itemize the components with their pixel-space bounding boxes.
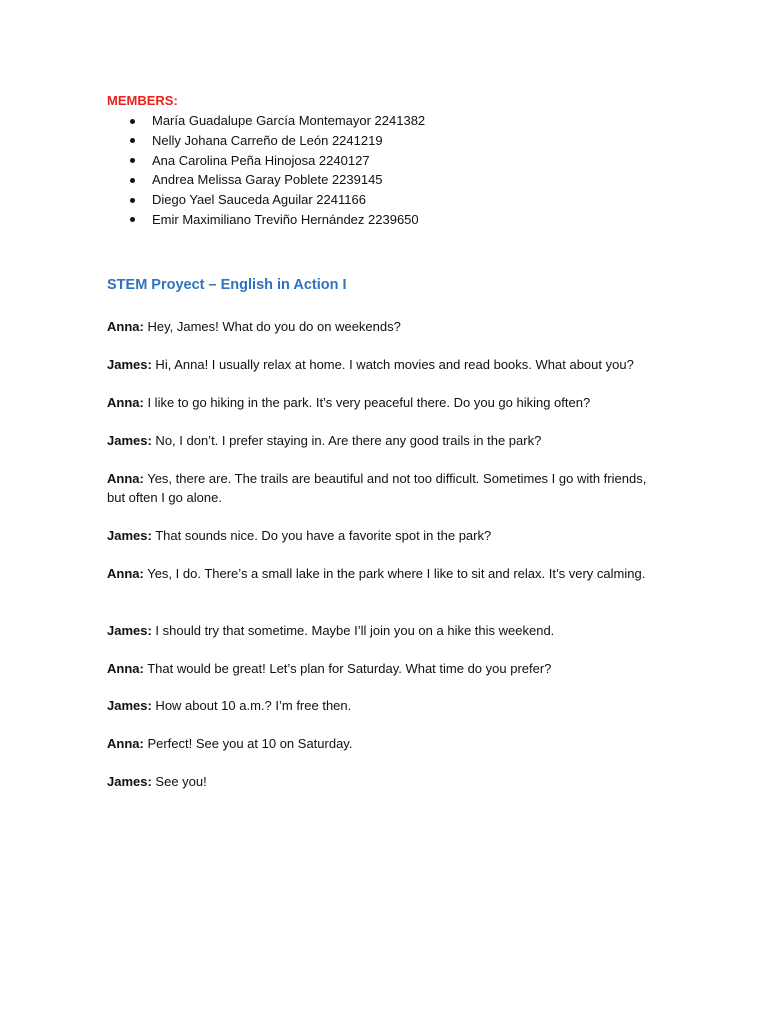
member-name: María Guadalupe García Montemayor 2241382	[152, 113, 426, 128]
speaker-name: James:	[107, 774, 152, 789]
dialogue-text: That would be great! Let’s plan for Saturday. What time do you prefer?	[143, 661, 552, 676]
speaker-name: James:	[107, 357, 152, 372]
dialogue-line	[107, 526, 667, 545]
dialogue-line	[107, 393, 667, 412]
dialogue-text: Perfect! See you at 10 on Saturday.	[143, 736, 353, 751]
dialogue-line	[107, 317, 667, 336]
list-item	[107, 170, 425, 190]
list-item	[107, 151, 425, 171]
dialogue-line	[107, 355, 667, 374]
members-heading: MEMBERS:	[107, 93, 178, 108]
dialogue-line	[107, 734, 667, 753]
bullet-icon	[130, 178, 135, 183]
dialogue-text: See you!	[151, 774, 207, 789]
speaker-name: James:	[107, 433, 152, 448]
bullet-icon	[130, 119, 135, 124]
bullet-icon	[130, 138, 135, 143]
bullet-icon	[130, 158, 135, 163]
dialogue-line	[107, 696, 667, 715]
dialogue-line	[107, 564, 667, 583]
speaker-name: Anna:	[107, 736, 144, 751]
dialogue-line	[107, 659, 667, 678]
speaker-name: Anna:	[107, 395, 144, 410]
speaker-name: James:	[107, 623, 152, 638]
speaker-name: James:	[107, 528, 152, 543]
dialogue-text: Hi, Anna! I usually relax at home. I watch movies and read books. What about you?	[151, 357, 634, 372]
member-name: Diego Yael Sauceda Aguilar 2241166	[152, 192, 366, 208]
dialogue-text: No, I don’t. I prefer staying in. Are there any good trails in the park?	[151, 433, 542, 448]
speaker-name: Anna:	[107, 661, 144, 676]
dialogue-line	[107, 431, 667, 450]
dialogue-text: That sounds nice. Do you have a favorite spot in the park?	[151, 528, 492, 543]
list-item	[107, 190, 425, 210]
dialogue-line	[107, 772, 667, 791]
bullet-icon	[130, 217, 135, 222]
speaker-name: James:	[107, 698, 152, 713]
dialogue-text: I should try that sometime. Maybe I’ll join you on a hike this weekend.	[151, 623, 555, 638]
member-name: Emir Maximiliano Treviño Hernández 2239650	[152, 211, 419, 227]
list-item	[107, 210, 425, 230]
member-name: Nelly Johana Carreño de León 2241219	[152, 132, 383, 148]
dialogue-line	[107, 621, 667, 640]
document-title: STEM Proyect – English in Action I	[107, 277, 347, 293]
members-list	[107, 111, 425, 230]
member-name: Ana Carolina Peña Hinojosa 2240127	[152, 152, 370, 168]
dialogue-text: How about 10 a.m.? I’m free then.	[151, 698, 352, 713]
member-name: Andrea Melissa Garay Poblete 2239145	[152, 172, 383, 188]
bullet-icon	[130, 198, 135, 203]
speaker-name: Anna:	[107, 471, 144, 486]
speaker-name: Anna:	[107, 566, 144, 581]
dialogue-text: Hey, James! What do you do on weekends?	[143, 319, 401, 334]
dialogue-text: Yes, there are. The trails are beautiful and not too difficult. Sometimes I go with friends, but often I go alone.	[107, 471, 647, 505]
dialogue-text: I like to go hiking in the park. It’s very peaceful there. Do you go hiking often?	[143, 395, 591, 410]
dialogue-line	[107, 469, 667, 507]
speaker-name: Anna:	[107, 319, 144, 334]
dialogue-text: Yes, I do. There’s a small lake in the park where I like to sit and relax. It’s very calming.	[143, 566, 646, 581]
list-item	[107, 111, 425, 131]
list-item	[107, 131, 425, 151]
